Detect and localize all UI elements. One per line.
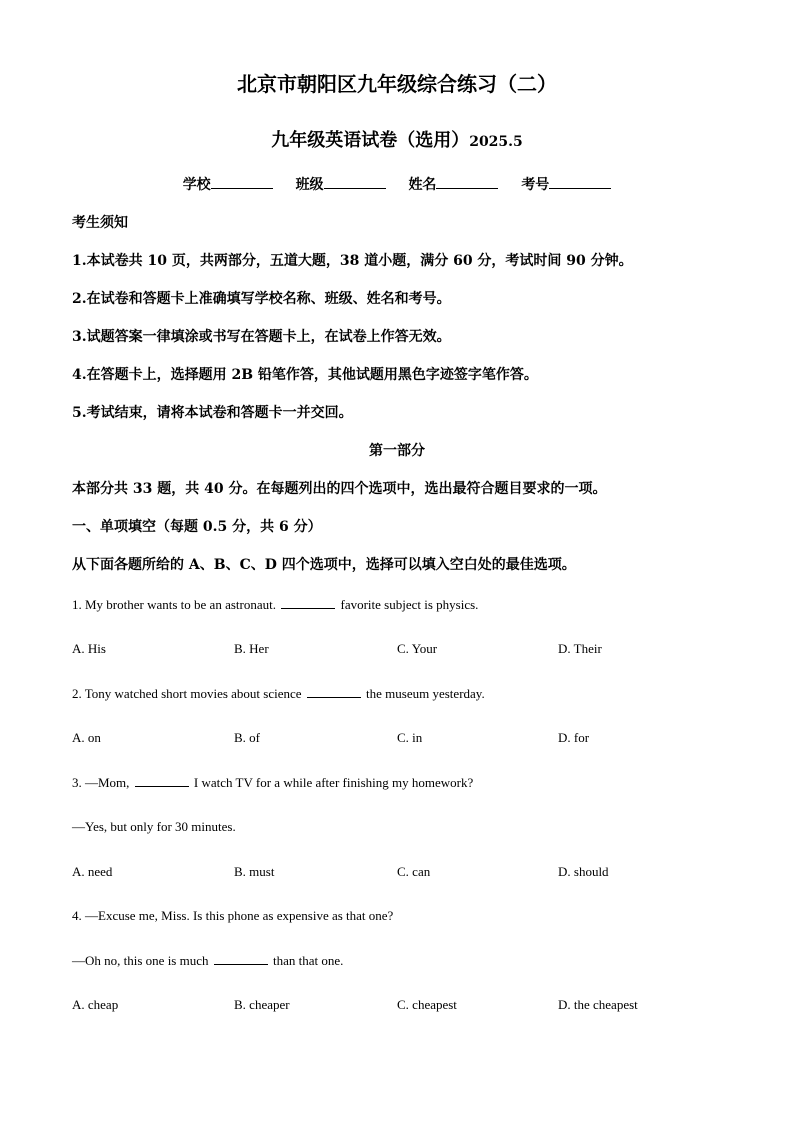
question-4-text-after: than that one. <box>273 953 344 968</box>
question-2-option-d: D. for <box>558 730 590 745</box>
paper-subtitle <box>0 126 794 152</box>
page-title: 北京市朝阳区九年级综合练习（二） <box>237 72 557 96</box>
exam-date: 2025.5 <box>469 134 523 150</box>
notice-item: 2.在试卷和答题卡上准确填写学校名称、班级、姓名和考号。 <box>72 291 451 307</box>
name-blank <box>436 187 498 189</box>
question-1-text-before: 1. My brother wants to be an astronaut. <box>72 597 276 612</box>
question-3-reply: —Yes, but only for 30 minutes. <box>72 819 236 834</box>
answer-blank <box>307 696 361 698</box>
question-2-option-c: C. in <box>397 730 423 745</box>
question-4-option-c: C. cheapest <box>397 997 457 1012</box>
question-4-option-a: A. cheap <box>72 997 119 1012</box>
question-2-text-after: the museum yesterday. <box>366 686 485 701</box>
question-3-option-b: B. must <box>234 864 275 879</box>
notice-heading: 考生须知 <box>72 215 128 231</box>
class-blank <box>324 187 386 189</box>
answer-blank <box>214 963 268 965</box>
name-field <box>408 177 498 193</box>
question-1-text-after: favorite subject is physics. <box>340 597 479 612</box>
school-field <box>183 177 273 193</box>
school-blank <box>211 187 273 189</box>
section-title: 一、单项填空（每题 0.5 分，共 6 分） <box>72 519 322 535</box>
section-instruction: 从下面各题所给的 A、B、C、D 四个选项中，选择可以填入空白处的最佳选项。 <box>72 557 576 573</box>
question-1-option-b: B. Her <box>234 641 269 656</box>
question-3-stem <box>72 775 473 791</box>
notice-item: 3.试题答案一律填涂或书写在答题卡上，在试卷上作答无效。 <box>72 329 451 345</box>
exam-number-blank <box>549 187 611 189</box>
notice-item: 4.在答题卡上，选择题用 2B 铅笔作答，其他试题用黑色字迹签字笔作答。 <box>72 367 538 383</box>
notice-item: 1.本试卷共 10 页，共两部分，五道大题，38 道小题，满分 60 分，考试时间 90 分钟。 <box>72 253 633 269</box>
question-4-reply <box>72 953 343 969</box>
question-1-option-a: A. His <box>72 641 106 656</box>
question-2-text-before: 2. Tony watched short movies about science <box>72 686 302 701</box>
question-4-option-b: B. cheaper <box>234 997 290 1012</box>
question-3-option-a: A. need <box>72 864 113 879</box>
answer-blank <box>281 607 335 609</box>
question-1-stem <box>72 597 478 613</box>
question-4-stem: 4. —Excuse me, Miss. Is this phone as expensive as that one? <box>72 908 394 923</box>
question-2-option-b: B. of <box>234 730 260 745</box>
question-4-option-d: D. the cheapest <box>558 997 638 1012</box>
class-label: 班级 <box>295 177 324 193</box>
class-field <box>296 177 386 193</box>
student-info-row <box>0 174 794 194</box>
question-2-option-a: A. on <box>72 730 101 745</box>
part-intro: 本部分共 33 题，共 40 分。在每题列出的四个选项中，选出最符合题目要求的一项。 <box>72 481 607 497</box>
exam-number-field <box>521 177 611 193</box>
question-3-option-d: D. should <box>558 864 609 879</box>
question-3-text-after: I watch TV for a while after finishing my homework? <box>193 775 474 790</box>
exam-number-label: 考号 <box>521 177 550 193</box>
question-3-option-c: C. can <box>397 864 431 879</box>
question-2-stem <box>72 686 485 702</box>
notice-item: 5.考试结束，请将本试卷和答题卡一并交回。 <box>72 405 353 421</box>
school-label: 学校 <box>182 177 211 193</box>
part-title: 第一部分 <box>369 443 425 459</box>
question-4-text-before: —Oh no, this one is much <box>72 953 209 968</box>
name-label: 姓名 <box>408 177 437 193</box>
question-3-text-before: 3. —Mom, <box>72 775 130 790</box>
question-1-option-d: D. Their <box>558 641 602 656</box>
answer-blank <box>135 785 189 787</box>
subtitle-text: 九年级英语试卷（选用） <box>271 130 470 151</box>
question-1-option-c: C. Your <box>397 641 438 656</box>
